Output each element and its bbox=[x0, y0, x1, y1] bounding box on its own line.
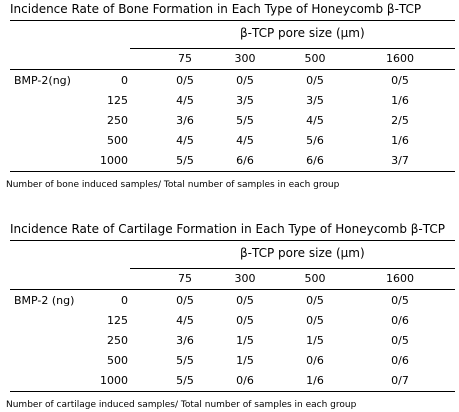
header-rule bbox=[130, 268, 455, 269]
table-cell: 1/5 bbox=[306, 334, 324, 347]
column-header: 75 bbox=[178, 272, 192, 285]
table-cell: 1/5 bbox=[236, 354, 254, 367]
column-header: 300 bbox=[234, 272, 256, 285]
table-cell: 5/5 bbox=[176, 154, 194, 167]
column-header: 1600 bbox=[386, 52, 414, 65]
dose-label: 250 bbox=[107, 114, 128, 127]
table-cell: 0/5 bbox=[236, 74, 254, 87]
columns-rule bbox=[10, 289, 455, 290]
dose-label: 1000 bbox=[100, 154, 128, 167]
table-cell: 0/5 bbox=[391, 74, 409, 87]
table-cell: 0/7 bbox=[391, 374, 409, 387]
column-header: 500 bbox=[304, 272, 326, 285]
row-group-label: BMP-2(ng) bbox=[14, 74, 71, 87]
table-cell: 4/5 bbox=[236, 134, 254, 147]
dose-label: 125 bbox=[107, 314, 128, 327]
table-cell: 0/5 bbox=[306, 294, 324, 307]
dose-label: 500 bbox=[107, 354, 128, 367]
table-cell: 0/5 bbox=[391, 294, 409, 307]
dose-label: 0 bbox=[121, 294, 128, 307]
table-cell: 3/6 bbox=[176, 114, 194, 127]
column-header: 1600 bbox=[386, 272, 414, 285]
dose-label: 125 bbox=[107, 94, 128, 107]
pore-size-header: β-TCP pore size (μm) bbox=[240, 246, 365, 260]
table-cell: 6/6 bbox=[306, 154, 324, 167]
table-cell: 1/6 bbox=[306, 374, 324, 387]
row-group-label: BMP-2 (ng) bbox=[14, 294, 75, 307]
pore-size-header: β-TCP pore size (μm) bbox=[240, 26, 365, 40]
table-cell: 3/5 bbox=[236, 94, 254, 107]
dose-label: 0 bbox=[121, 74, 128, 87]
column-header: 300 bbox=[234, 52, 256, 65]
table-cell: 2/5 bbox=[391, 114, 409, 127]
table-cell: 0/5 bbox=[306, 74, 324, 87]
top-rule bbox=[10, 20, 455, 21]
table-cell: 5/6 bbox=[306, 134, 324, 147]
table-cell: 4/5 bbox=[176, 314, 194, 327]
table-cell: 1/6 bbox=[391, 134, 409, 147]
table-cell: 0/5 bbox=[176, 294, 194, 307]
table-cell: 4/5 bbox=[176, 94, 194, 107]
table-cell: 4/5 bbox=[176, 134, 194, 147]
table-cell: 1/5 bbox=[236, 334, 254, 347]
table-cell: 0/5 bbox=[236, 314, 254, 327]
header-rule bbox=[130, 48, 455, 49]
table-cell: 5/5 bbox=[176, 354, 194, 367]
table-cell: 0/5 bbox=[391, 334, 409, 347]
column-header: 75 bbox=[178, 52, 192, 65]
table-cell: 0/6 bbox=[391, 314, 409, 327]
table-cell: 0/6 bbox=[306, 354, 324, 367]
table-cell: 0/5 bbox=[306, 314, 324, 327]
table-cell: 0/6 bbox=[236, 374, 254, 387]
table-title: Incidence Rate of Bone Formation in Each Type of Honeycomb β-TCP bbox=[10, 2, 422, 16]
table-cell: 3/6 bbox=[176, 334, 194, 347]
bottom-rule bbox=[10, 391, 455, 392]
dose-label: 250 bbox=[107, 334, 128, 347]
table-title: Incidence Rate of Cartilage Formation in Each Type of Honeycomb β-TCP bbox=[10, 222, 445, 236]
table-cell: 6/6 bbox=[236, 154, 254, 167]
table-cell: 1/6 bbox=[391, 94, 409, 107]
table-footnote: Number of bone induced samples/ Total number of samples in each group bbox=[6, 180, 340, 190]
column-header: 500 bbox=[304, 52, 326, 65]
table-footnote: Number of cartilage induced samples/ Total number of samples in each group bbox=[6, 400, 357, 410]
dose-label: 1000 bbox=[100, 374, 128, 387]
table-cell: 0/5 bbox=[236, 294, 254, 307]
top-rule bbox=[10, 240, 455, 241]
dose-label: 500 bbox=[107, 134, 128, 147]
table-cell: 5/5 bbox=[236, 114, 254, 127]
table-cell: 4/5 bbox=[306, 114, 324, 127]
table-cell: 5/5 bbox=[176, 374, 194, 387]
table-cell: 0/5 bbox=[176, 74, 194, 87]
table-cell: 0/6 bbox=[391, 354, 409, 367]
table-cell: 3/5 bbox=[306, 94, 324, 107]
table-cell: 3/7 bbox=[391, 154, 409, 167]
columns-rule bbox=[10, 69, 455, 70]
bottom-rule bbox=[10, 171, 455, 172]
